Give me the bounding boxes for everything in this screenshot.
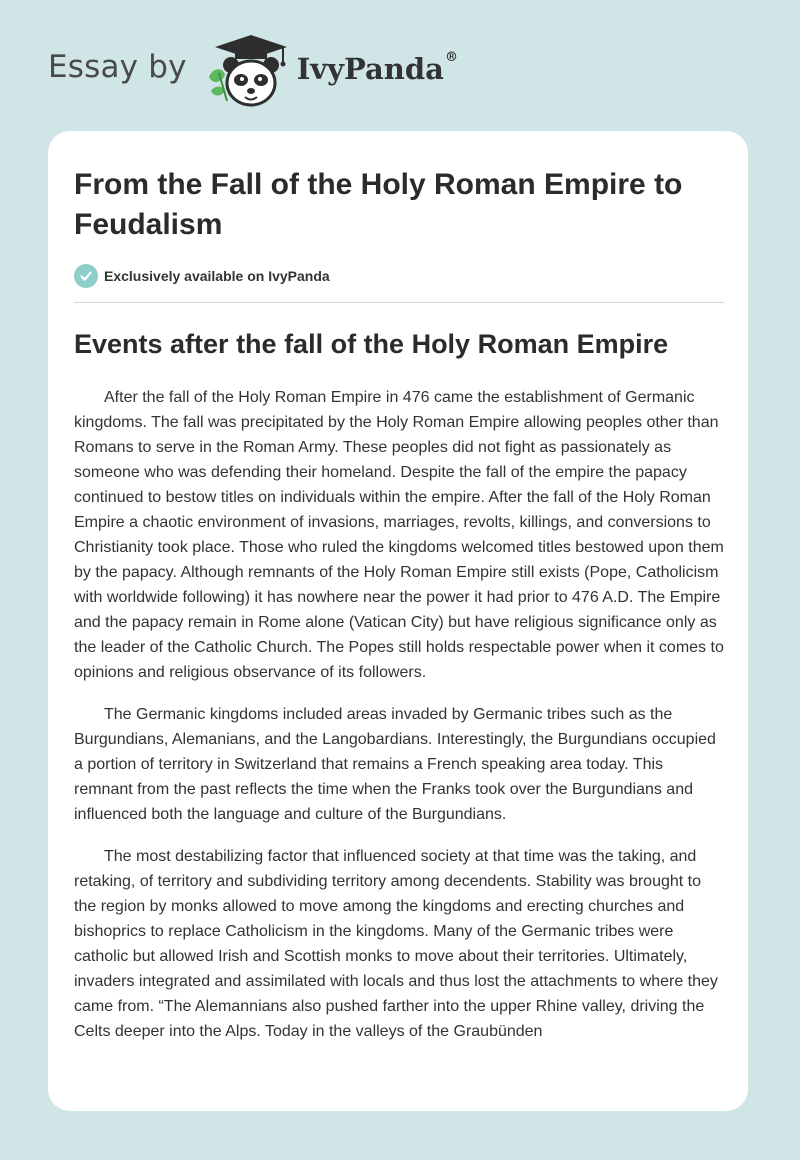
panda-logo-icon [205, 31, 289, 109]
essay-card [48, 131, 748, 1111]
paragraph: The most destabilizing factor that influenced society at that time was the taking, and retaking, of territory and subdividing territory among decendents. Stability was brought to the region by monks allowed to move among the kingdoms and erecting churches and bishoprics to replace Catholicism in the kingdoms. Many of the Germanic tribes were catholic but allowed Irish and Scottish monks to move about their territories. Ultimately, invaders integrated and assimilated with locals and thus lost the attachments to where they came from. “The Alemannians also pushed farther into the upper Rhine valley, driving the Celts deeper into the Alps. Today in the valleys of the Graubünden [74, 848, 718, 1040]
essay-body [74, 385, 724, 1061]
exclusive-badge [74, 264, 330, 288]
essay-title: From the Fall of the Holy Roman Empire to Feudalism [74, 168, 683, 241]
section-heading: Events after the fall of the Holy Roman Empire [74, 329, 669, 359]
exclusive-label: Exclusively available on IvyPanda [104, 268, 330, 284]
brand-header [48, 30, 458, 110]
paragraph: After the fall of the Holy Roman Empire in 476 came the establishment of Germanic kingdoms. The fall was precipitated by the Holy Roman Empire allowing peoples other than Romans to serve in the Roman Army. These peoples did not fight as passionately as someone who was defending their homeland. Despite the fall of the empire the papacy continued to bestow titles on individuals within the empire. After the fall of the Holy Roman Empire a chaotic environment of invasions, marriages, revolts, killings, and conversions to Christianity took place. Those who ruled the kingdoms welcomed titles bestowed upon them by the papacy. Although remnants of the Holy Roman Empire still exists (Pope, Catholicism with worldwide following) it has nowhere near the power it had prior to 476 A.D. The Empire and the papacy remain in Rome alone (Vatican City) but have religious significance only as the leader of the Catholic Church. The Popes still holds respectable power when it comes to opinions and religious observance of its followers. [74, 389, 724, 681]
brand-name: IvyPanda [296, 52, 444, 86]
essay-by-label: Essay by [48, 49, 187, 85]
registered-mark: ® [444, 50, 458, 65]
divider [74, 302, 724, 303]
ivypanda-wordmark [297, 52, 458, 86]
paragraph: The Germanic kingdoms included areas invaded by Germanic tribes such as the Burgundians, Alemanians, and the Langobardians. Interestingly, the Burgundians occupied a portion of territory in Switzerland that remains a French speaking area today. This remnant from the past reflects the time when the Franks took over the Burgundians and influenced both the language and culture of the Burgundians. [74, 706, 716, 823]
check-circle-icon [74, 264, 98, 288]
